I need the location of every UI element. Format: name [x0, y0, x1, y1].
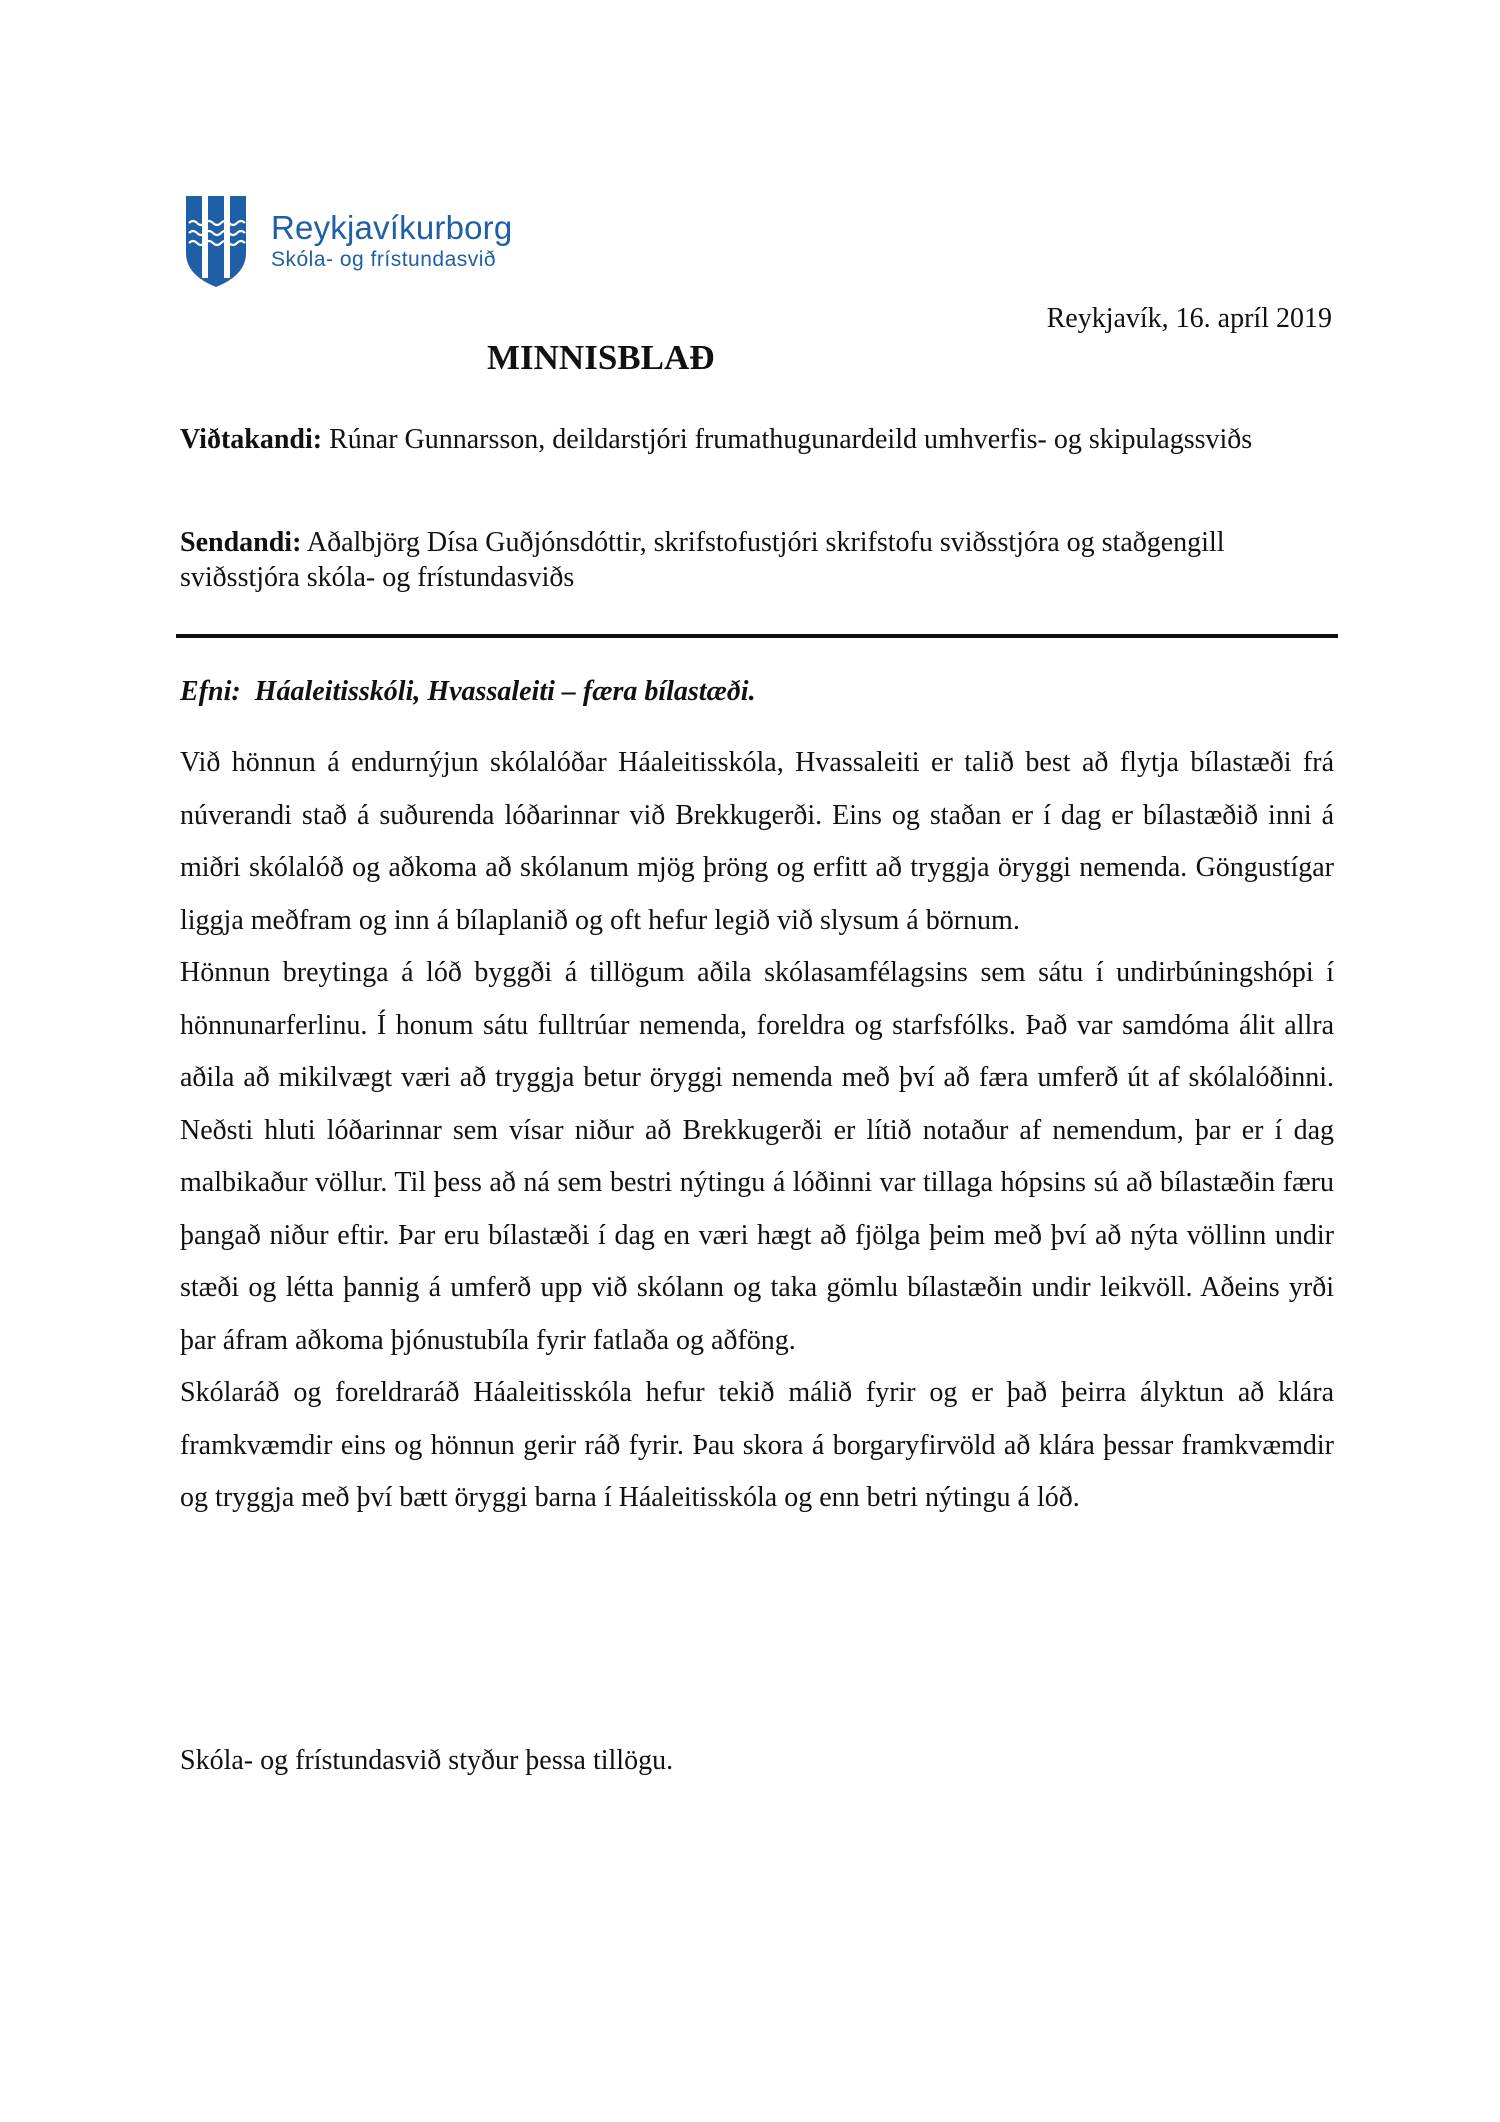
logo-name: Reykjavíkurborg: [271, 208, 513, 246]
reykjavik-logo: [183, 183, 558, 298]
body-paragraph-2: Hönnun breytinga á lóð byggði á tillögum aðila skólasamfélagsins sem sátu í undirbúningshópi í hönnunarferlinu. Í honum sátu fulltrúar nemenda, foreldra og starfsfólks. Það var samdóma álit allra aðila að mikilvægt væri að tryggja betur öryggi nemenda með því að færa umferð út af skólalóðinni. Neðsti hluti lóðarinnar sem vísar niður að Brekkugerði er lítið notaður af nemendum, þar er í dag malbikaður völlur. Til þess að ná sem bestri nýtingu á lóðinni var tillaga hópsins sú að bílastæðin færu þangað niður eftir. Þar eru bílastæði í dag en væri hægt að fjölga þeim með því að nýta völlinn undir stæði og létta þannig á umferð upp við skólann og taka gömlu bílastæðin undir leikvöll. Aðeins yrði þar áfram aðkoma þjónustubíla fyrir fatlaða og aðföng.: [180, 957, 1334, 1356]
recipient-field: [180, 422, 1340, 457]
memo-body: [180, 737, 1334, 1525]
memo-closing: Skóla- og frístundasvið styður þessa tillögu.: [180, 1745, 674, 1776]
body-paragraph-1: Við hönnun á endurnýjun skólalóðar Háaleitisskóla, Hvassaleiti er talið best að flytja bílastæði frá núverandi stað á suðurenda lóðarinnar við Brekkugerði. Eins og staðan er í dag er bílastæðið inni á miðri skólalóð og aðkoma að skólanum mjög þröng og erfitt að tryggja öryggi nemenda. Göngustígar liggja meðfram og inn á bílaplanið og oft hefur legið við slysum á börnum.: [180, 747, 1334, 936]
memo-subject: Efni: Háaleitisskóli, Hvassaleiti – færa bílastæði.: [180, 676, 756, 707]
recipient-label: Viðtakandi:: [180, 424, 323, 455]
sender-value: Aðalbjörg Dísa Guðjónsdóttir, skrifstofustjóri skrifstofu sviðsstjóra og staðgengill sviðsstjóra skóla- og frístundasviðs: [180, 527, 1225, 593]
body-paragraph-3: Skólaráð og foreldraráð Háaleitisskóla hefur tekið málið fyrir og er það þeirra ályktun að klára framkvæmdir eins og hönnun gerir ráð fyrir. Þau skora á borgaryfirvöld að klára þessar framkvæmdir og tryggja með því bætt öryggi barna í Háaleitisskóla og enn betri nýtingu á lóð.: [180, 1377, 1334, 1513]
logo-subtitle: Skóla- og frístundasvið: [271, 247, 497, 271]
header-divider: [176, 634, 1338, 638]
reykjavik-shield-icon: [183, 193, 249, 289]
memo-date: Reykjavík, 16. apríl 2019: [1046, 303, 1332, 334]
sender-field: [180, 525, 1340, 595]
sender-label: Sendandi:: [180, 527, 302, 558]
memo-title: MINNISBLAÐ: [487, 338, 715, 377]
logo-text: [271, 209, 512, 273]
recipient-value: Rúnar Gunnarsson, deildarstjóri frumathugunardeild umhverfis- og skipulagssviðs: [329, 424, 1253, 455]
